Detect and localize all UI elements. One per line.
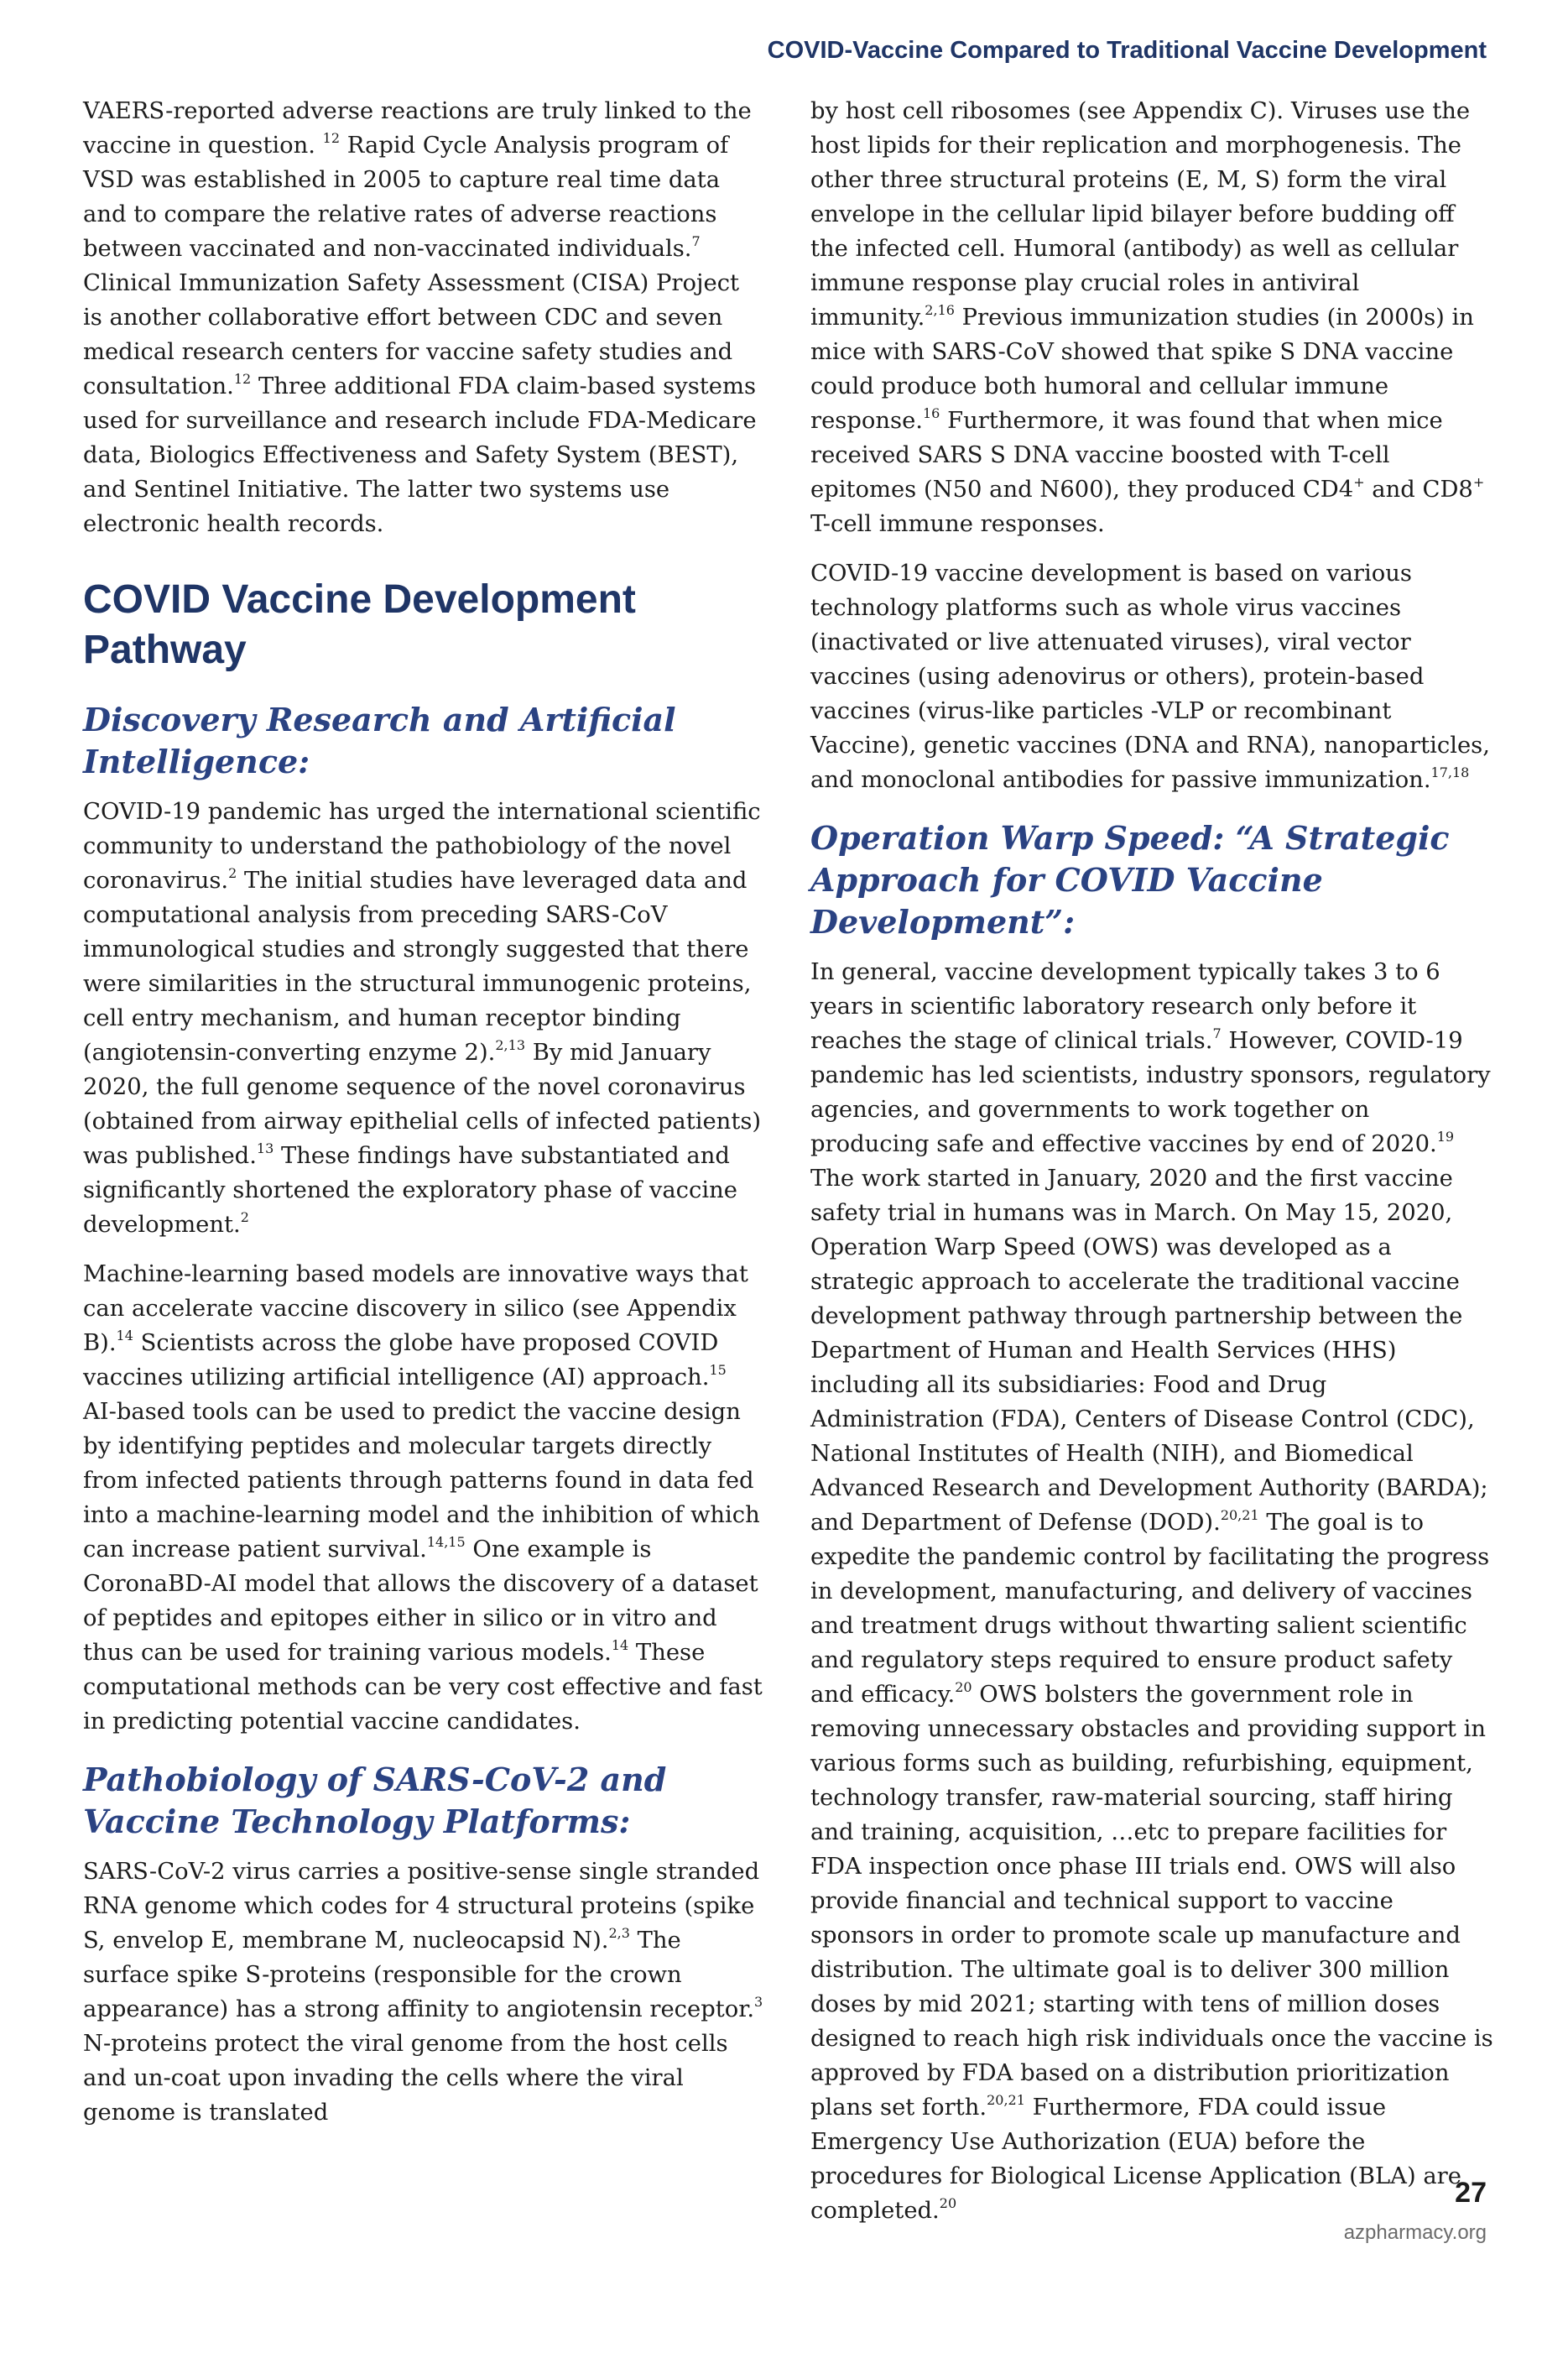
site-url: azpharmacy.org: [1343, 2221, 1487, 2244]
paragraph-host-ribosomes: by host cell ribosomes (see Appendix C). Viruses use the host lipids for their replication and morphogenesis. The other three structural proteins (E, M, S) form the viral envelope in the cellular lipid bilayer before budding off the infected cell. Humoral (antibody) as well as cellular immune response play crucial roles in antiviral immunity.$^{2,16}$ Previous immunization studies (in 2000s) in mice with SARS-CoV showed that spike S DNA vaccine could produce both humoral and cellular immune response.$^{16}$ Furthermore, it was found that when mice received SARS S DNA vaccine boosted with T-cell epitomes (N50 and N600), they produced CD4+ and CD8+ T-cell immune responses.: [810, 98, 1485, 537]
paragraph-machine-learning: Machine-learning based models are innovative ways that can accelerate vaccine discovery in silico (see Appendix B).$^{14}$ Scientists across the globe have proposed COVID vaccines utilizing artificial intelligence (AI) approach.$^{15}$ AI-based tools can be used to predict the vaccine design by identifying peptides and molecular targets directly from infected patients through patterns found in data fed into a machine-learning model and the inhibition of which can increase patient survival.$^{14,15}$ One example is CoronaBD-AI model that allows the discovery of a dataset of peptides and epitopes either in silico or in vitro and thus can be used for training various models.$^{14}$ These computational methods can be very cost effective and fast in predicting potential vaccine candidates.: [83, 1261, 763, 1735]
section-heading-covid-vaccine-pathway: COVID Vaccine Development Pathway: [83, 577, 636, 672]
paragraph-discovery: COVID-19 pandemic has urged the international scientific community to understand the pathobiology of the novel coronavirus.$^2$ The initial studies have leveraged data and computational analysis from preceding SARS-CoV immunological studies and strongly suggested that there were similarities in the structural immunogenic proteins, cell entry mechanism, and human receptor binding (angiotensin-converting enzyme 2).$^{2,13}$ By mid January 2020, the full genome sequence of the novel coronavirus (obtained from airway epithelial cells of infected patients) was published.$^{13}$ These findings have substantiated and significantly shortened the exploratory phase of vaccine development.$^2$: [83, 799, 762, 1238]
right-column: [810, 94, 1494, 2243]
page-number: 27: [1455, 2177, 1487, 2209]
subheading-discovery-research: Discovery Research and Artificial Intelligence:: [83, 701, 676, 780]
subheading-operation-warp-speed: Operation Warp Speed: “A Strategic Approach for COVID Vaccine Development”:: [810, 819, 1450, 941]
subheading-pathobiology: Pathobiology of SARS-CoV-2 and Vaccine Technology Platforms:: [83, 1761, 667, 1840]
running-header: COVID-Vaccine Compared to Traditional Vaccine Development: [767, 37, 1487, 64]
paragraph-vaers: VAERS-reported adverse reactions are truly linked to the vaccine in question. $^{12}$ Rapid Cycle Analysis program of VSD was established in 2005 to capture real time data and to compare the relative rates of adverse reactions between vaccinated and non-vaccinated individuals.$^7$ Clinical Immunization Safety Assessment (CISA) Project is another collaborative effort between CDC and seven medical research centers for vaccine safety studies and consultation.$^{12}$ Three additional FDA claim-based systems used for surveillance and research include FDA-Medicare data, Biologics Effectiveness and Safety System (BEST), and Sentinel Initiative. The latter two systems use electronic health records.: [83, 98, 757, 537]
paragraph-operation-warp-speed: In general, vaccine development typically takes 3 to 6 years in scientific laboratory research only before it reaches the stage of clinical trials.$^7$ However, COVID-19 pandemic has led scientists, industry sponsors, regulatory agencies, and governments to work together on producing safe and effective vaccines by end of 2020.19 The work started in January, 2020 and the first vaccine safety trial in humans was in March. On May 15, 2020, Operation Warp Speed (OWS) was developed as a strategic approach to accelerate the traditional vaccine development pathway through partnership between the Department of Human and Health Services (HHS) including all its subsidiaries: Food and Drug Administration (FDA), Centers of Disease Control (CDC), National Institutes of Health (NIH), and Biomedical Advanced Research and Development Authority (BARDA); and Department of Defense (DOD).$^{20,21}$ The goal is to expedite the pandemic control by facilitating the progress in development, manufacturing, and delivery of vaccines and treatment drugs without thwarting salient scientific and regulatory steps required to ensure product safety and efficacy.$^{20}$ OWS bolsters the government role in removing unnecessary obstacles and providing support in various forms such as building, refurbishing, equipment, technology transfer, raw-material sourcing, staff hiring and training, acquisition, …etc to prepare facilities for FDA inspection once phase III trials end. OWS will also provide financial and technical support to vaccine sponsors in order to promote scale up manufacture and distribution. The ultimate goal is to deliver 300 million doses by mid 2021; starting with tens of million doses designed to reach high risk individuals once the vaccine is approved by FDA based on a distribution prioritization plans set forth.$^{20,21}$ Furthermore, FDA could issue Emergency Use Authorization (EUA) before the procedures for Biological License Application (BLA) are completed.$^{20}$: [810, 959, 1493, 2224]
left-column: [83, 94, 764, 2145]
paragraph-pathobiology: SARS-CoV-2 virus carries a positive-sense single stranded RNA genome which codes for 4 structural proteins (spike S, envelop E, membrane M, nucleocapsid N).$^{2,3}$ The surface spike S-proteins (responsible for the crown appearance) has a strong affinity to angiotensin receptor.$^3$ N-proteins protect the viral genome from the host cells and un-coat upon invading the cells where the viral genome is translated: [83, 1859, 763, 2126]
paragraph-technology-platforms: COVID-19 vaccine development is based on various technology platforms such as whole virus vaccines (inactivated or live attenuated viruses), viral vector vaccines (using adenovirus or others), protein-based vaccines (virus-like particles -VLP or recombinant Vaccine), genetic vaccines (DNA and RNA), nanoparticles, and monoclonal antibodies for passive immunization.$^{17,18}$: [810, 561, 1490, 793]
